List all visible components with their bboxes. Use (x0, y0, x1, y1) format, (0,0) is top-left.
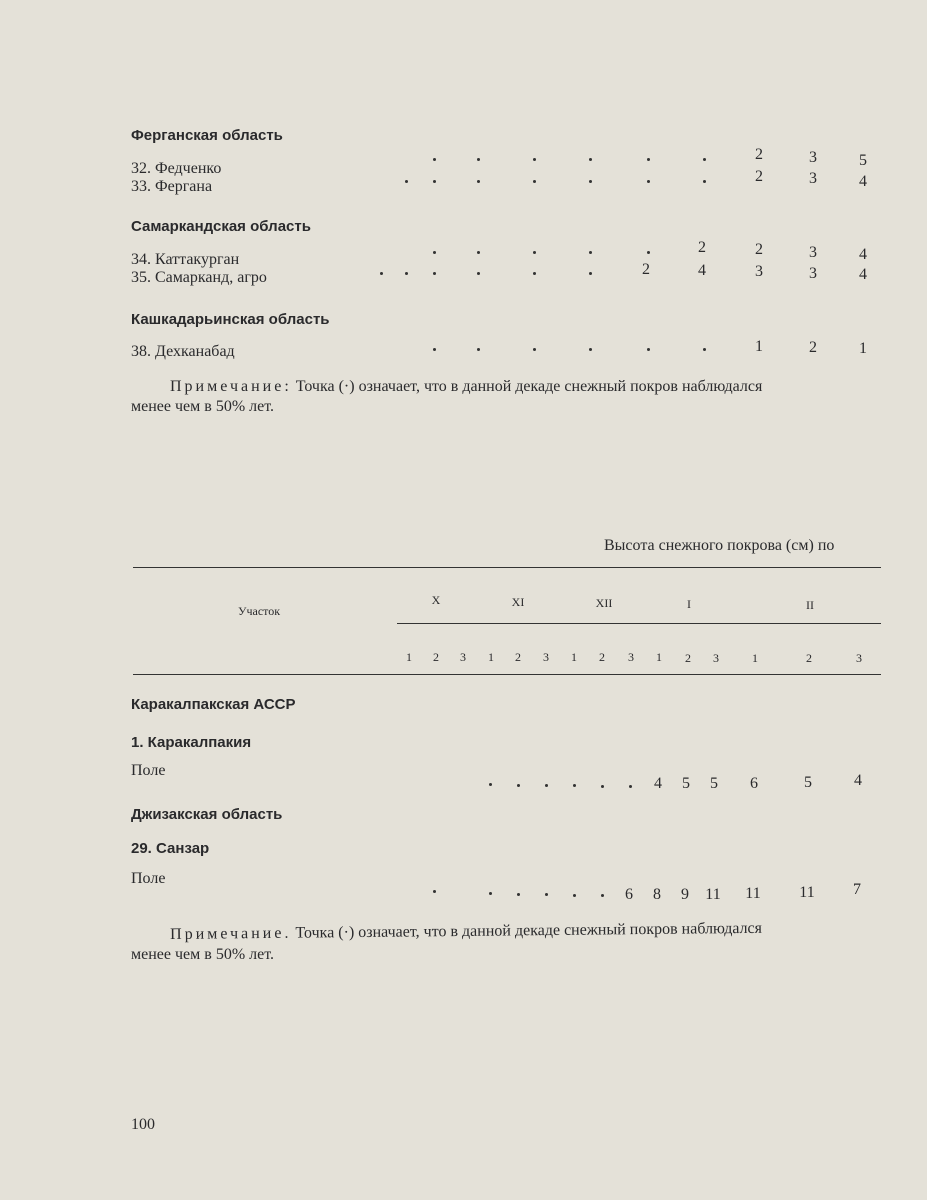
page-number: 100 (131, 1116, 155, 1133)
value-cell: 3 (809, 244, 817, 261)
dot-mark (433, 890, 436, 893)
value-cell: 2 (755, 241, 763, 258)
note-top-line2: менее чем в 50% лет. (131, 398, 275, 415)
station-fedchenko: 32. Федченко (131, 160, 222, 177)
value-cell: 5 (859, 152, 867, 169)
region-fergana: Ферганская область (131, 127, 283, 144)
dot-mark (573, 784, 576, 787)
top-rule (133, 567, 881, 568)
decade-header: 3 (713, 651, 719, 665)
value-cell: 2 (755, 168, 763, 185)
value-cell: 3 (809, 170, 817, 187)
dot-mark (489, 892, 492, 895)
dot-mark (629, 785, 632, 788)
value-cell: 2 (698, 239, 706, 256)
table-title: Высота снежного покрова (см) по (604, 537, 835, 554)
decade-header: 1 (406, 650, 412, 664)
month-rule (397, 623, 881, 624)
dot-mark (573, 894, 576, 897)
dot-mark (647, 348, 650, 351)
value-cell: 2 (642, 261, 650, 278)
region-karakalpakia: 1. Каракалпакия (131, 734, 252, 751)
decade-header: 2 (806, 651, 812, 665)
value-cell: 4 (698, 262, 706, 279)
note-text: Точка (·) означает, что в данной декаде снежный покров наблюдался (295, 919, 763, 942)
value-cell: 11 (705, 886, 721, 903)
dot-mark (533, 180, 536, 183)
region-jizzakh: Джизакская область (131, 806, 283, 823)
dot-mark (489, 783, 492, 786)
station-samarkand-agro: 35. Самарканд, агро (131, 269, 267, 286)
dot-mark (589, 158, 592, 161)
dot-mark (589, 251, 592, 254)
decade-header: 3 (628, 650, 634, 664)
decade-header: 2 (433, 650, 439, 664)
decade-header: 3 (543, 650, 549, 664)
dot-mark (477, 348, 480, 351)
value-cell: 11 (745, 885, 761, 902)
value-cell: 6 (750, 775, 758, 792)
dot-mark (601, 785, 604, 788)
dot-mark (433, 272, 436, 275)
column-header-plot: Участок (238, 604, 281, 618)
dot-mark (589, 272, 592, 275)
note-text: Точка (·) означает, что в данной декаде снежный покров наблюдался (295, 378, 763, 395)
note-label: Примечание. (170, 924, 292, 943)
decade-header: 2 (515, 650, 521, 664)
value-cell: 5 (804, 774, 812, 791)
month-header: I (687, 597, 691, 611)
dot-mark (405, 272, 408, 275)
dot-mark (380, 272, 383, 275)
dot-mark (533, 158, 536, 161)
dot-mark (533, 348, 536, 351)
month-header: II (806, 598, 814, 612)
dot-mark (433, 251, 436, 254)
value-cell: 4 (859, 266, 867, 283)
note-bottom (170, 919, 762, 945)
dot-mark (647, 251, 650, 254)
dot-mark (533, 272, 536, 275)
republic-heading: Каракалпакская АССР (131, 696, 296, 713)
month-header: XI (511, 595, 525, 609)
decade-header: 1 (656, 650, 662, 664)
dot-mark (517, 893, 520, 896)
header-bottom-rule (133, 674, 881, 675)
region-kashkadarya: Кашкадарьинская область (131, 311, 330, 328)
dot-mark (477, 180, 480, 183)
decade-header: 3 (460, 650, 466, 664)
dot-mark (533, 251, 536, 254)
decade-header: 2 (599, 650, 605, 664)
note-top (170, 377, 762, 397)
station-dekhkanabad: 38. Дехканабад (131, 343, 235, 360)
region-sanzar: 29. Санзар (131, 840, 210, 857)
value-cell: 1 (755, 338, 763, 355)
decade-header: 1 (571, 650, 577, 664)
value-cell: 3 (755, 263, 763, 280)
value-cell: 2 (809, 339, 817, 356)
dot-mark (517, 784, 520, 787)
value-cell: 1 (859, 340, 867, 357)
note-label: Примечание: (170, 378, 292, 395)
value-cell: 4 (854, 772, 862, 789)
decade-header: 2 (685, 651, 691, 665)
decade-header: 1 (752, 651, 758, 665)
decade-header: 3 (856, 651, 862, 665)
dot-mark (433, 348, 436, 351)
dot-mark (703, 158, 706, 161)
plot-label: Поле (131, 762, 166, 779)
value-cell: 3 (809, 265, 817, 282)
dot-mark (477, 272, 480, 275)
value-cell: 4 (654, 775, 662, 792)
value-cell: 5 (710, 775, 718, 792)
dot-mark (589, 180, 592, 183)
decade-header: 1 (488, 650, 494, 664)
dot-mark (433, 158, 436, 161)
dot-mark (405, 180, 408, 183)
note-bottom-line2: менее чем в 50% лет. (131, 946, 275, 963)
dot-mark (647, 180, 650, 183)
value-cell: 4 (859, 173, 867, 190)
dot-mark (601, 894, 604, 897)
value-cell: 3 (809, 149, 817, 166)
dot-mark (703, 180, 706, 183)
value-cell: 7 (853, 881, 861, 898)
dot-mark (433, 180, 436, 183)
dot-mark (589, 348, 592, 351)
dot-mark (647, 158, 650, 161)
dot-mark (477, 158, 480, 161)
value-cell: 9 (681, 886, 689, 903)
plot-label: Поле (131, 870, 166, 887)
value-cell: 11 (799, 884, 815, 901)
value-cell: 2 (755, 146, 763, 163)
value-cell: 4 (859, 246, 867, 263)
value-cell: 8 (653, 886, 661, 903)
station-kattakurgan: 34. Каттакурган (131, 251, 240, 268)
month-header: XII (595, 596, 613, 610)
dot-mark (703, 348, 706, 351)
region-samarkand: Самаркандская область (131, 218, 311, 235)
month-header: X (431, 593, 441, 607)
dot-mark (545, 784, 548, 787)
value-cell: 5 (682, 775, 690, 792)
station-fergana: 33. Фергана (131, 178, 213, 195)
dot-mark (545, 893, 548, 896)
dot-mark (477, 251, 480, 254)
value-cell: 6 (625, 886, 633, 903)
